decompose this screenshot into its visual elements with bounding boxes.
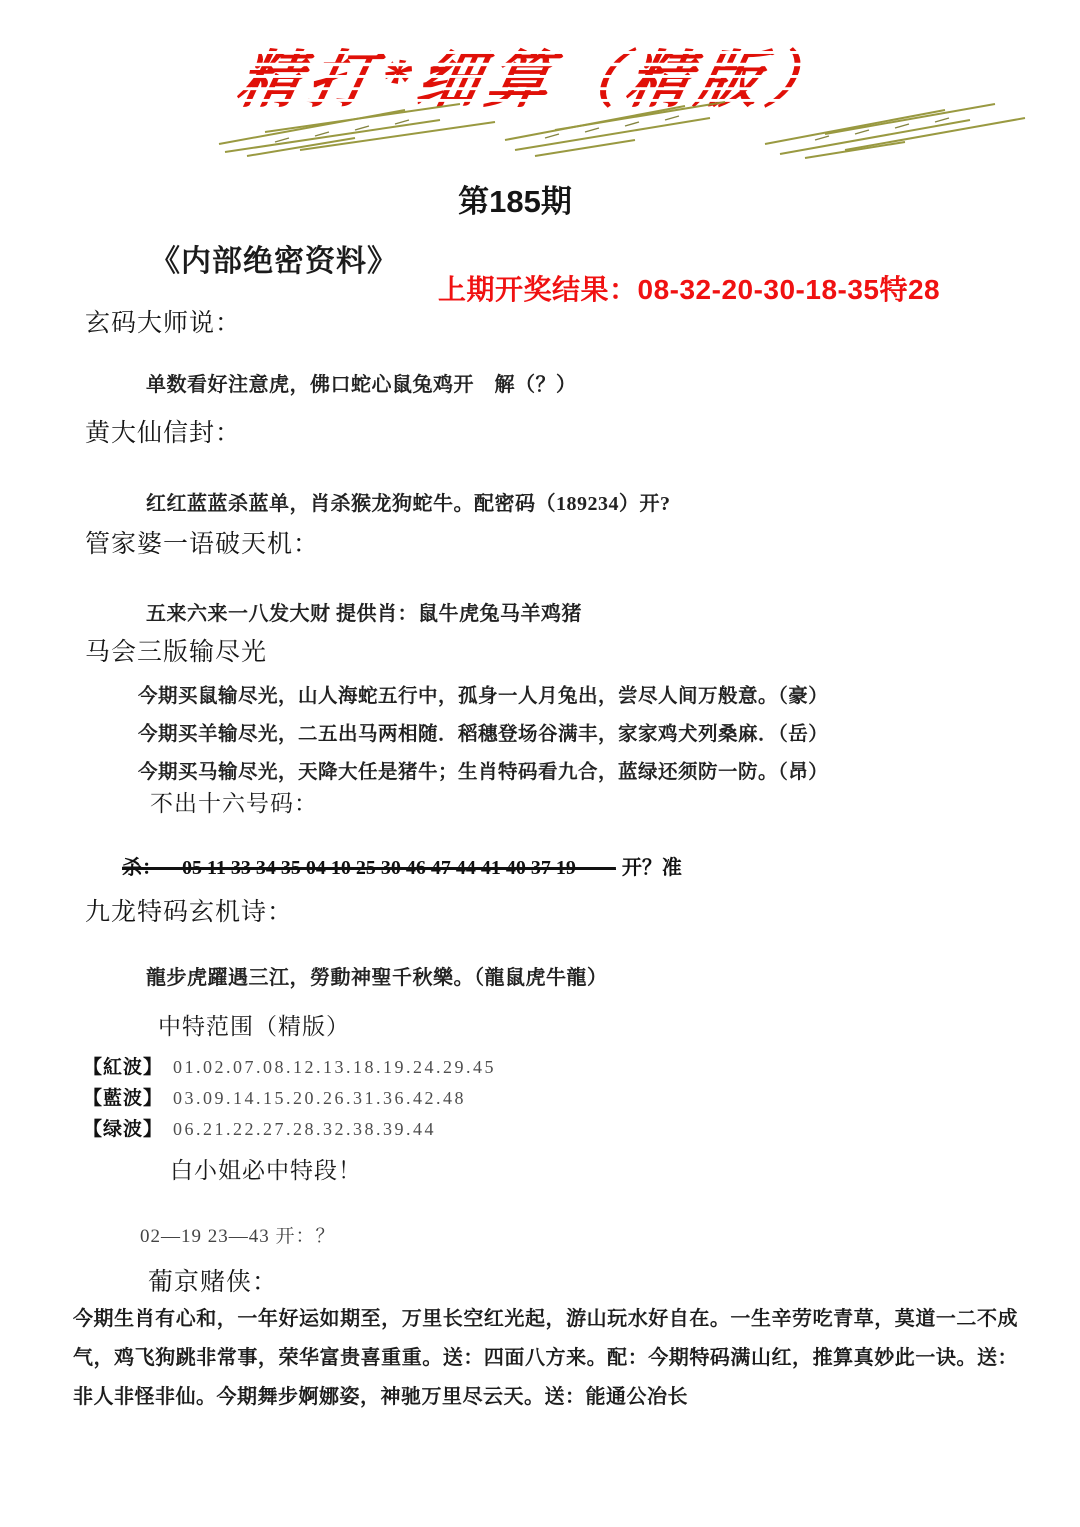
- wong-tip-line: 红红蓝蓝杀蓝单，肖杀猴龙狗蛇牛。配密码（189234）开?: [146, 493, 671, 515]
- section-heading-sixteen-numbers: 不出十六号码：: [150, 791, 318, 816]
- wave-label-red: 【紅波】: [83, 1057, 164, 1078]
- miss-bai-segment-line: 02—19 23—43 开：？: [140, 1226, 336, 1247]
- section-heading-master: 玄码大师说：: [85, 310, 242, 337]
- three-editions-line: 今期买马输尽光，天降大任是猪牛；生肖特码看九合，蓝绿还须防一防。（昂）: [138, 762, 829, 783]
- wave-label-green: 【绿波】: [83, 1119, 164, 1140]
- section-heading-miss-bai: 白小姐必中特段！: [170, 1158, 362, 1183]
- wave-numbers-red: 01.02.07.08.12.13.18.19.24.29.45: [173, 1057, 497, 1077]
- three-editions-verses: [138, 678, 828, 792]
- wave-label-blue: 【藍波】: [83, 1088, 164, 1109]
- housekeeper-tip-line: 五来六来一八发大财 提供肖：鼠牛虎兔马羊鸡猪: [146, 603, 582, 625]
- secret-label: 《内部绝密资料》: [150, 245, 398, 278]
- masthead-flourish: [205, 92, 1045, 162]
- gambler-paragraph: 今期生肖有心和，一年好运如期至，万里长空红光起，游山玩水好自在。一生辛劳吃青草，莫道一二不成气，鸡飞狗跳非常事，荣华富贵喜重重。送：四面八方来。配：今期特码满山红，推算真妙此一诀。送：非人非怪非仙。今期舞步婀娜姿，神驰万里尽云天。送：能通公冶长: [73, 1308, 1018, 1408]
- master-tip-line: 单数看好注意虎，佛口蛇心鼠兔鸡开 解（？）: [146, 374, 577, 396]
- last-draw-result: 上期开奖结果：08-32-20-30-18-35特28: [438, 274, 941, 305]
- masthead-title: 精打*细算（精版）: [231, 30, 849, 119]
- section-heading-three-editions: 马会三版输尽光: [85, 639, 268, 666]
- killed-numbers-line: [122, 851, 682, 880]
- section-heading-housekeeper: 管家婆一语破天机：: [85, 531, 320, 558]
- killed-numbers-result: 开？准: [621, 857, 682, 879]
- three-editions-line: 今期买羊输尽光，二五出马两相随．稻穗登场谷满丰，家家鸡犬列桑麻．（岳）: [138, 724, 829, 745]
- section-heading-gambler: 葡京赌侠：: [148, 1269, 279, 1296]
- section-heading-wong: 黄大仙信封：: [85, 420, 242, 447]
- three-editions-line: 今期买鼠输尽光，山人海蛇五行中，孤身一人月兔出，尝尽人间万般意。（豪）: [138, 686, 829, 707]
- issue-number: 第185期: [458, 184, 572, 219]
- wave-numbers-blue: 03.09.14.15.20.26.31.36.42.48: [173, 1088, 467, 1108]
- wave-row-green: [83, 1114, 436, 1141]
- section-heading-range: 中特范围（精版）: [158, 1014, 350, 1039]
- wave-row-red: [83, 1052, 496, 1079]
- wave-numbers-green: 06.21.22.27.28.32.38.39.44: [173, 1119, 437, 1139]
- killed-numbers-struck-text: 杀：—05 11 33 34 35 04 10 25 30 46 47 44 41 40 37 19——: [122, 857, 616, 879]
- dragon-poem-line: 龍步虎躍遇三江，勞動神聖千秋樂。（龍鼠虎牛龍）: [146, 967, 608, 989]
- section-heading-dragon-poem: 九龙特码玄机诗：: [85, 899, 294, 926]
- wave-row-blue: [83, 1083, 466, 1110]
